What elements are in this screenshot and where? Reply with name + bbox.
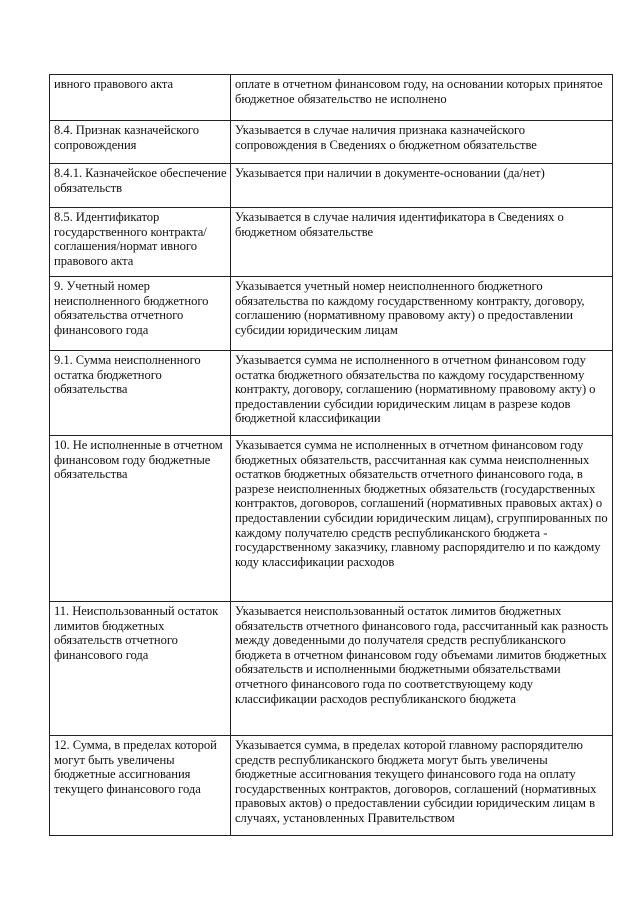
table-row [50, 351, 613, 436]
field-description-cell: Указывается при наличии в документе-основании (да/нет) [231, 164, 613, 208]
field-name-cell: 8.5. Идентификатор государственного контракта/соглашения/нормат ивного правового акта [50, 208, 231, 277]
field-description-table [49, 74, 613, 836]
field-name-cell: 8.4. Признак казначейского сопровождения [50, 121, 231, 164]
field-name-cell: 11. Неиспользованный остаток лимитов бюджетных обязательств отчетного финансового года [50, 602, 231, 736]
table-row [50, 736, 613, 836]
table-row [50, 121, 613, 164]
field-name-cell: ивного правового акта [50, 75, 231, 121]
field-description-cell: Указывается учетный номер неисполненного бюджетного обязательства по каждому государственному контракту, договору, соглашению (нормативному правовому акту) о предоставлении субсидии юридическим лицам [231, 277, 613, 351]
field-description-cell: Указывается сумма не исполненного в отчетном финансовом году остатка бюджетного обязательства по каждому государственному контракту, договору, соглашению (нормативному правовому акту) о предоставлении субсидии юридическим лицам в разрезе кодов бюджетной классификации [231, 351, 613, 436]
table-row [50, 277, 613, 351]
table-row [50, 602, 613, 736]
field-name-cell: 12. Сумма, в пределах которой могут быть увеличены бюджетные ассигнования текущего финансового года [50, 736, 231, 836]
table-row [50, 164, 613, 208]
field-description-cell: Указывается в случае наличия идентификатора в Сведениях о бюджетном обязательстве [231, 208, 613, 277]
table-row [50, 436, 613, 602]
field-description-cell: оплате в отчетном финансовом году, на основании которых принятое бюджетное обязательство не исполнено [231, 75, 613, 121]
field-name-cell: 10. Не исполненные в отчетном финансовом году бюджетные обязательства [50, 436, 231, 602]
field-description-cell: Указывается сумма не исполненных в отчетном финансовом году бюджетных обязательств, рассчитанная как сумма неисполненных остатков бюджетных обязательств отчетного финансового года, в разрезе неисполненных бюджетных обязательств (государственных контрактов, договоров, соглашений (нормативных правовых актах) о предоставлении субсидии юридическим лицам), сгруппированных по каждому получателю средств республиканского бюджета - государственному заказчику, главному распорядителю и по каждому коду классификации расходов [231, 436, 613, 602]
field-description-cell: Указывается в случае наличия признака казначейского сопровождения в Сведениях о бюджетном обязательстве [231, 121, 613, 164]
field-name-cell: 9. Учетный номер неисполненного бюджетного обязательства отчетного финансового года [50, 277, 231, 351]
field-name-cell: 8.4.1. Казначейское обеспечение обязательств [50, 164, 231, 208]
field-description-cell: Указывается неиспользованный остаток лимитов бюджетных обязательств отчетного финансового года, рассчитанный как разность между доведенными до получателя средств республиканского бюджета в отчетном финансовом году объемами лимитов бюджетных обязательств и исполненными бюджетными обязательствами отчетного финансового года по соответствующему коду классификации расходов республиканского бюджета [231, 602, 613, 736]
table-row [50, 208, 613, 277]
field-name-cell: 9.1. Сумма неисполненного остатка бюджетного обязательства [50, 351, 231, 436]
table-row [50, 75, 613, 121]
field-description-cell: Указывается сумма, в пределах которой главному распорядителю средств республиканского бюджета могут быть увеличены бюджетные ассигнования текущего финансового года на оплату государственных контрактов, договоров, соглашений (нормативных правовых актов) о предоставлении субсидии юридическим лицам в случаях, установленных Правительством [231, 736, 613, 836]
